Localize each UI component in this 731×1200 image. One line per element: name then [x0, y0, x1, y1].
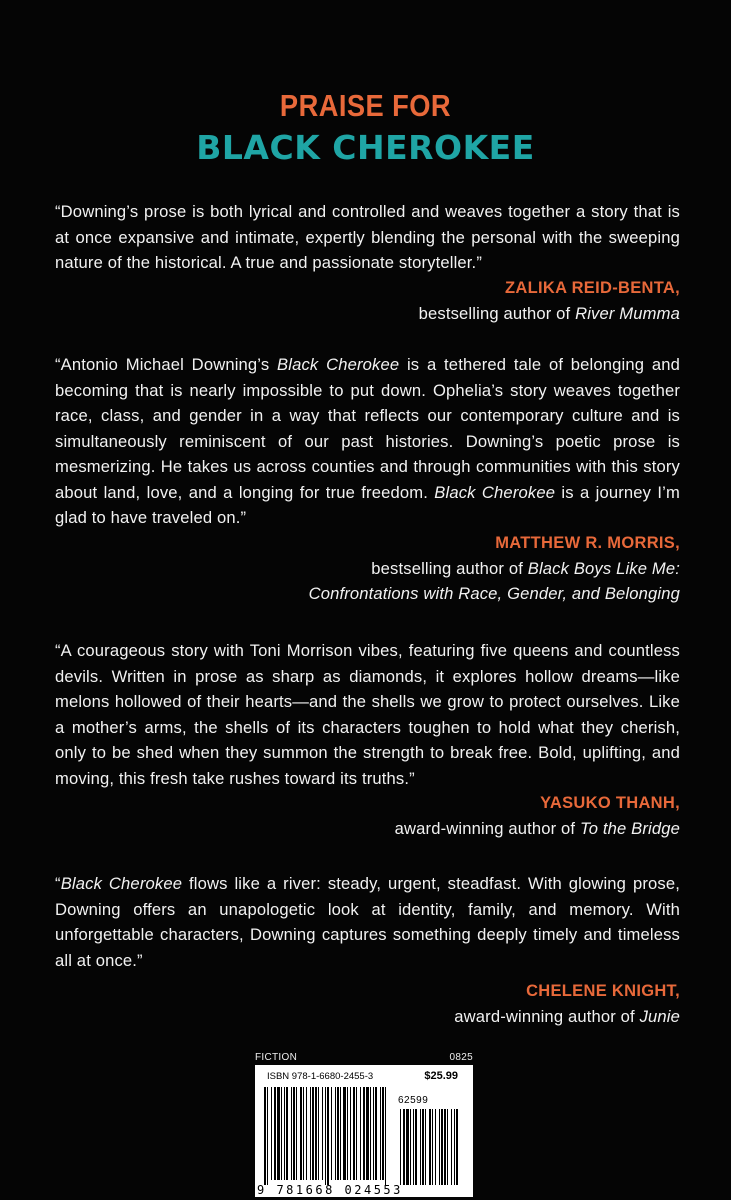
text-run: award-winning author of [394, 819, 580, 838]
barcode-bar [274, 1087, 276, 1180]
price: $25.99 [424, 1070, 458, 1082]
barcode-bar [380, 1087, 381, 1180]
barcode-bar [277, 1087, 280, 1180]
blurb-chelene-knight [55, 871, 680, 1030]
blurb-matthew-morris [55, 352, 680, 607]
barcode-bar [422, 1109, 424, 1185]
category-label: FICTION [255, 1052, 298, 1063]
text-run: bestselling author of [418, 303, 576, 323]
blurb-author: CHELENE KNIGHT, [526, 982, 680, 1000]
barcode-bar [429, 1109, 431, 1185]
barcode-digits: 9 781668 024553 [257, 1183, 403, 1197]
barcode-bar [432, 1109, 433, 1185]
barcode-bar [310, 1087, 311, 1180]
text-run: is a journey I’m glad to have traveled on.” [55, 482, 680, 527]
barcode-bar [291, 1087, 292, 1180]
italic-title: Black Cherokee [277, 355, 400, 374]
barcode-bar [363, 1087, 365, 1180]
barcode-bar [312, 1087, 314, 1180]
barcode-bar [306, 1087, 307, 1180]
barcode-bar [400, 1109, 401, 1185]
barcode-bar [264, 1087, 266, 1185]
barcode-bar [303, 1087, 304, 1180]
barcode-bar [267, 1087, 268, 1185]
barcode-bar [435, 1109, 436, 1185]
barcode-bar [335, 1087, 336, 1180]
barcode-bar [286, 1087, 288, 1180]
barcode-bar [331, 1087, 332, 1180]
text-run: “Downing’s prose is both lyrical and controlled and weaves together a story that is at once expansive and intimate, expertly blending the personal with the sweeping nature of the historical. A true and passionate storyteller.” [55, 202, 680, 272]
barcode-bar [441, 1109, 443, 1185]
barcode-bar [318, 1087, 319, 1180]
blurb-text [55, 638, 680, 791]
barcode-bar [420, 1109, 421, 1185]
italic-title: Confrontations with Race, Gender, and Belonging [308, 584, 680, 603]
blurb-credit [55, 816, 680, 842]
barcode-bar [340, 1087, 341, 1180]
barcode-bar [293, 1087, 295, 1180]
barcode-bar [325, 1087, 326, 1185]
barcode-bar [415, 1109, 417, 1185]
barcode-bar [425, 1109, 426, 1185]
barcode-bar [347, 1087, 348, 1180]
heading-praise-for: PRAISE FOR [279, 88, 452, 123]
barcode-bar [281, 1087, 282, 1180]
barcode-bar [406, 1109, 409, 1185]
blurb-author: ZALIKA REID-BENTA, [505, 278, 680, 297]
barcode-bar [375, 1087, 377, 1180]
text-run: “A courageous story with Toni Morrison vibes, featuring five queens and countless devils. Written in prose as sharp as diamonds, it explores hollow dreams—like melons hollowed of their hearts—and the shells we grow to protect ourselves. Like a mother’s arms, the shells of its characters toughen to hold what they cherish, only to be shed when they summon the strength to break free. Bold, uplifting, and moving, this fresh take rushes toward its truths.” [55, 641, 680, 788]
blurb-credit [55, 556, 680, 582]
barcode-bar [413, 1109, 414, 1185]
italic-title: River Mumma [575, 303, 680, 323]
blurb-credit [55, 301, 680, 327]
blurb-credit-line2 [55, 581, 680, 607]
blurb-yasuko-thanh [55, 638, 680, 842]
barcode-bar [356, 1087, 357, 1180]
italic-title: Junie [639, 1007, 680, 1026]
text-run: bestselling author of [371, 558, 528, 578]
barcode-bar [322, 1087, 323, 1180]
barcode-bar [456, 1109, 458, 1185]
barcode-bar [454, 1109, 455, 1185]
barcode-bar [350, 1087, 351, 1180]
barcode-bar [447, 1109, 448, 1185]
italic-title: Black Cherokee [434, 482, 556, 502]
barcode-bar [403, 1109, 405, 1185]
barcode-supplement: 62599 [398, 1095, 429, 1106]
barcode-bar [451, 1109, 452, 1185]
barcode-bar [444, 1109, 446, 1185]
barcode-bar [360, 1087, 361, 1180]
barcode-bar [271, 1087, 272, 1180]
text-run: award-winning author of [454, 1007, 640, 1026]
text-run: “ [55, 874, 61, 893]
barcode-bar [343, 1087, 346, 1180]
blurb-author: YASUKO THANH, [540, 794, 680, 812]
barcode-bar [385, 1087, 386, 1185]
barcode-bar [296, 1087, 297, 1180]
blurb-credit [55, 1004, 680, 1030]
blurb-zalika-reid-benta [55, 199, 680, 326]
text-run: is a tethered tale of belonging and becoming that is nearly impossible to put down. Ophelia’s story weaves together race, class, and gender in a way that reflects our contemporary culture and is simultaneously reminiscent of our past histories. Downing’s poetic prose is mesmerizing. He takes us across counties and through communities with this story about land, love, and a longing for true freedom. [55, 355, 680, 502]
isbn: ISBN 978-1-6680-2455-3 [267, 1071, 374, 1082]
blurb-text [55, 199, 680, 276]
italic-title: To the Bridge [579, 819, 680, 838]
barcode-label [255, 1065, 473, 1197]
barcode-bar [370, 1087, 371, 1180]
barcode-bar [410, 1109, 411, 1185]
barcode-block [255, 1051, 473, 1197]
barcode-bars [255, 1065, 473, 1197]
barcode-bar [353, 1087, 355, 1180]
barcode-bar [284, 1087, 285, 1180]
heading-book-title: BLACK CHEROKEE [196, 128, 535, 167]
blurb-text [55, 871, 680, 973]
blurb-author: MATTHEW R. MORRIS, [495, 533, 680, 552]
barcode-bar [382, 1087, 384, 1180]
blurb-text [55, 352, 680, 531]
text-run: flows like a river: steady, urgent, steadfast. With glowing prose, Downing offers an unapologetic look at identity, family, and memory. With unforgettable characters, Downing captures something deeply timely and timeless all at once.” [55, 874, 680, 970]
barcode-bar [327, 1087, 329, 1185]
barcode-bar [315, 1087, 317, 1180]
italic-title: Black Cherokee [60, 874, 183, 893]
price-code: 0825 [449, 1052, 473, 1063]
text-run: “Antonio Michael Downing’s [55, 355, 278, 374]
barcode-bar [300, 1087, 302, 1180]
italic-title: Black Boys Like Me: [527, 558, 680, 578]
barcode-bar [337, 1087, 339, 1180]
barcode-bar [373, 1087, 374, 1180]
praise-heading [0, 86, 731, 170]
barcode-bar [439, 1109, 440, 1185]
barcode-bar [366, 1087, 369, 1180]
